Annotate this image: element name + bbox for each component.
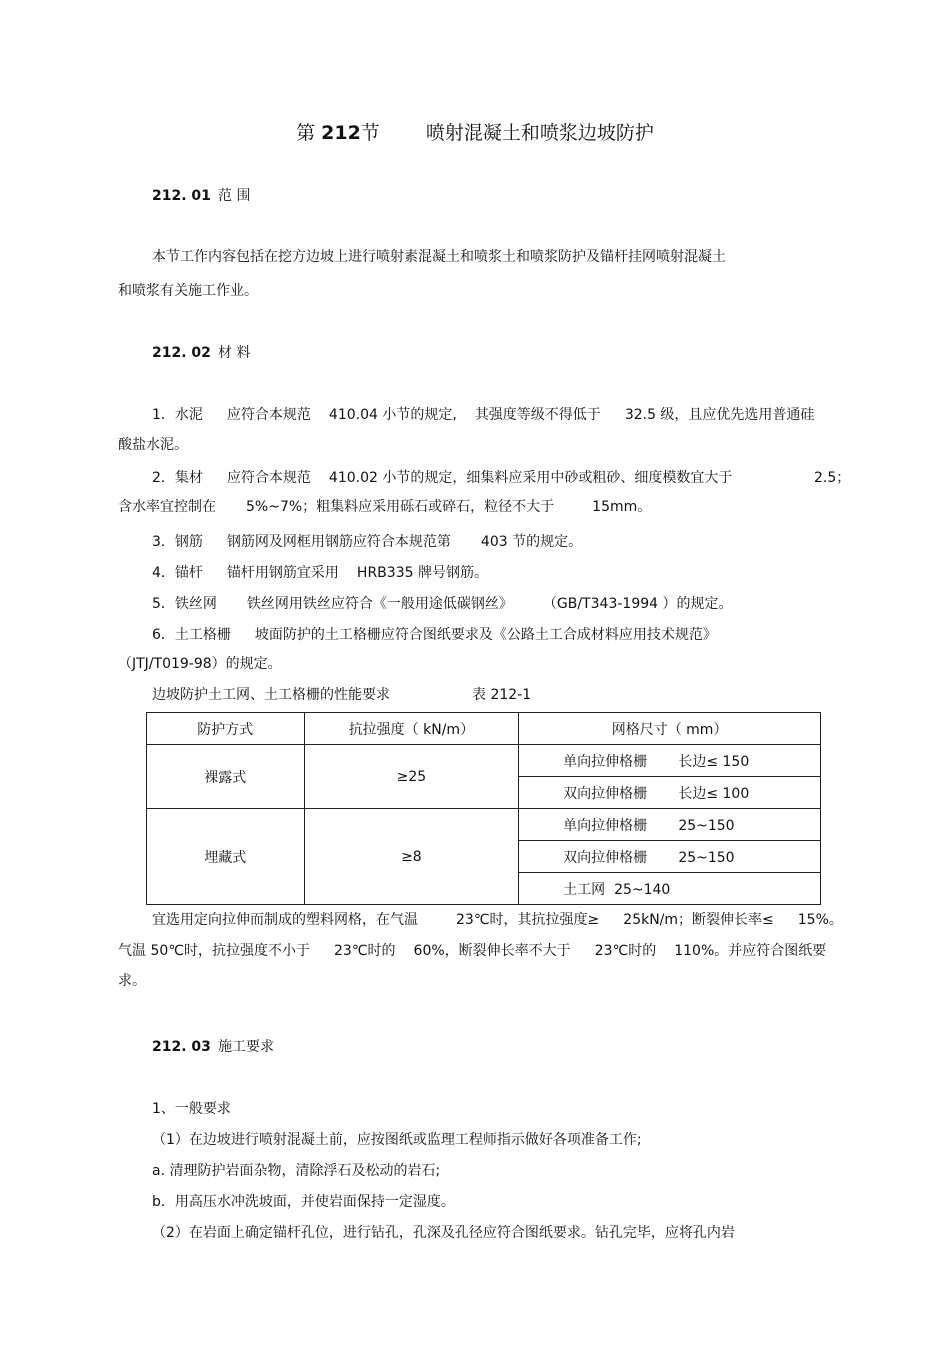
paragraph-line: 求。	[118, 973, 146, 989]
item-text: 应符合本规范	[226, 407, 311, 423]
table-header-cell: 网格尺寸（ mm）	[519, 713, 821, 745]
table-cell-strength: ≥8	[304, 809, 519, 905]
table-cell-grid: 双向拉伸格栅 25~150	[519, 841, 821, 873]
item-text: 15mm。	[592, 499, 652, 515]
heading-number: 212. 01	[152, 188, 211, 204]
paragraph-line: （JTJ/T019-98）的规定。	[118, 656, 282, 672]
heading-212-03	[152, 1038, 274, 1056]
material-item-aggregate	[152, 469, 732, 487]
item-text: 含水率宜控制在	[118, 499, 216, 515]
item-text: 坡面防护的土工格栅应符合图纸要求及《公路土工合成材料应用技术规范》	[254, 627, 717, 643]
text-run: 气温 50℃时，抗拉强度不小于	[118, 943, 310, 959]
item-text: 钢筋网及网框用钢筋应符合本规范第	[226, 534, 451, 550]
title-number: 212	[321, 122, 361, 144]
paragraph-line	[118, 498, 651, 516]
item-text: 32.5 级，且应优先选用普通硅	[624, 407, 815, 423]
item-text: HRB335 牌号钢筋。	[356, 565, 488, 581]
table-header-cell: 抗拉强度（ kN/m）	[304, 713, 519, 745]
item-label: 4．锚杆	[152, 565, 203, 581]
paragraph-line: 本节工作内容包括在挖方边坡上进行喷射素混凝土和喷浆土和喷浆防护及锚杆挂网喷射混凝土	[152, 249, 726, 265]
text-run: 23℃时的	[334, 943, 396, 959]
item-label: 5．铁丝网	[152, 596, 217, 612]
table-cell-method: 裸露式	[147, 745, 305, 809]
item-text: 2.5；	[814, 470, 851, 486]
table-header-cell: 防护方式	[147, 713, 305, 745]
material-item-anchor	[152, 564, 488, 582]
title-prefix: 第	[296, 122, 316, 144]
heading-212-01	[152, 187, 250, 205]
paragraph-line: 和喷浆有关施工作业。	[118, 283, 258, 299]
table-number: 表 212-1	[472, 687, 532, 703]
paragraph-line	[152, 911, 843, 929]
material-item-rebar	[152, 533, 582, 551]
text-run: 23℃时，其抗拉强度≥	[456, 912, 600, 928]
item-text: 其强度等级不得低于	[474, 407, 601, 423]
text-run: 23℃时的	[594, 943, 657, 959]
paragraph-line: 1、一般要求	[152, 1101, 231, 1117]
item-text: 应符合本规范	[226, 470, 311, 486]
heading-text: 范 围	[218, 188, 251, 204]
heading-text: 材 料	[218, 345, 251, 361]
caption-text: 边坡防护土工网、土工格栅的性能要求	[152, 687, 390, 703]
paragraph-line: （2）在岩面上确定锚杆孔位，进行钻孔，孔深及孔径应符合图纸要求。钻孔完毕，应将孔内岩	[152, 1225, 735, 1241]
table-cell-grid: 双向拉伸格栅 长边≤ 100	[519, 777, 821, 809]
item-label: 3．钢筋	[152, 534, 203, 550]
table-cell-grid: 土工网 25~140	[519, 873, 821, 905]
table-cell-strength: ≥25	[304, 745, 519, 809]
table-cell-grid: 单向拉伸格栅 长边≤ 150	[519, 745, 821, 777]
table-cell-method: 埋藏式	[147, 809, 305, 905]
item-text: 锚杆用钢筋宜采用	[226, 565, 339, 581]
item-text: 410.04 小节的规定,	[328, 407, 457, 423]
table-header-row	[147, 713, 821, 745]
text-run: 宜选用定向拉伸而制成的塑料网格，在气温	[152, 912, 418, 928]
heading-number: 212. 03	[152, 1039, 211, 1055]
material-item-wire-mesh	[152, 595, 733, 613]
title-name: 喷射混凝土和喷浆边坡防护	[425, 122, 654, 144]
text-run: 60%，断裂伸长率不大于	[413, 943, 571, 959]
heading-number: 212. 02	[152, 345, 211, 361]
table-row	[147, 809, 821, 841]
item-label: 2．集材	[152, 470, 203, 486]
text-run: 25kN/m；断裂伸长率≤	[623, 912, 774, 928]
paragraph-line: 酸盐水泥。	[118, 437, 188, 453]
heading-212-02	[152, 344, 250, 362]
item-text: 铁丝网用铁丝应符合《一般用途低碳钢丝》	[246, 596, 513, 612]
paragraph-line: （1）在边坡进行喷射混凝土前，应按图纸或监理工程师指示做好各项准备工作;	[152, 1132, 642, 1148]
spec-table	[146, 712, 821, 905]
item-text: （GB/T343-1994 ）的规定。	[542, 596, 733, 612]
item-text: 5%~7%；粗集料应采用砾石或碎石，粒径不大于	[246, 499, 555, 515]
item-label: 1．水泥	[152, 407, 203, 423]
paragraph-line	[118, 942, 826, 960]
title-suffix: 节	[360, 122, 380, 144]
material-item-geogrid	[152, 626, 717, 644]
item-text: 410.02 小节的规定，细集料应采用中砂或粗砂、细度模数宜大于	[328, 470, 733, 486]
material-item-cement	[152, 406, 814, 424]
item-label: 6．土工格栅	[152, 627, 231, 643]
item-text: 403 节的规定。	[480, 534, 583, 550]
heading-text: 施工要求	[218, 1039, 274, 1055]
paragraph-line: b．用高压水冲洗坡面，并使岩面保持一定湿度。	[152, 1194, 455, 1210]
paragraph-line: a. 清理防护岩面杂物，清除浮石及松动的岩石;	[152, 1163, 441, 1179]
table-caption	[152, 686, 531, 704]
text-run: 110%。并应符合图纸要	[674, 943, 827, 959]
table-cell-grid: 单向拉伸格栅 25~150	[519, 809, 821, 841]
table-row	[147, 745, 821, 777]
text-run: 15%。	[797, 912, 843, 928]
section-title	[0, 121, 950, 145]
